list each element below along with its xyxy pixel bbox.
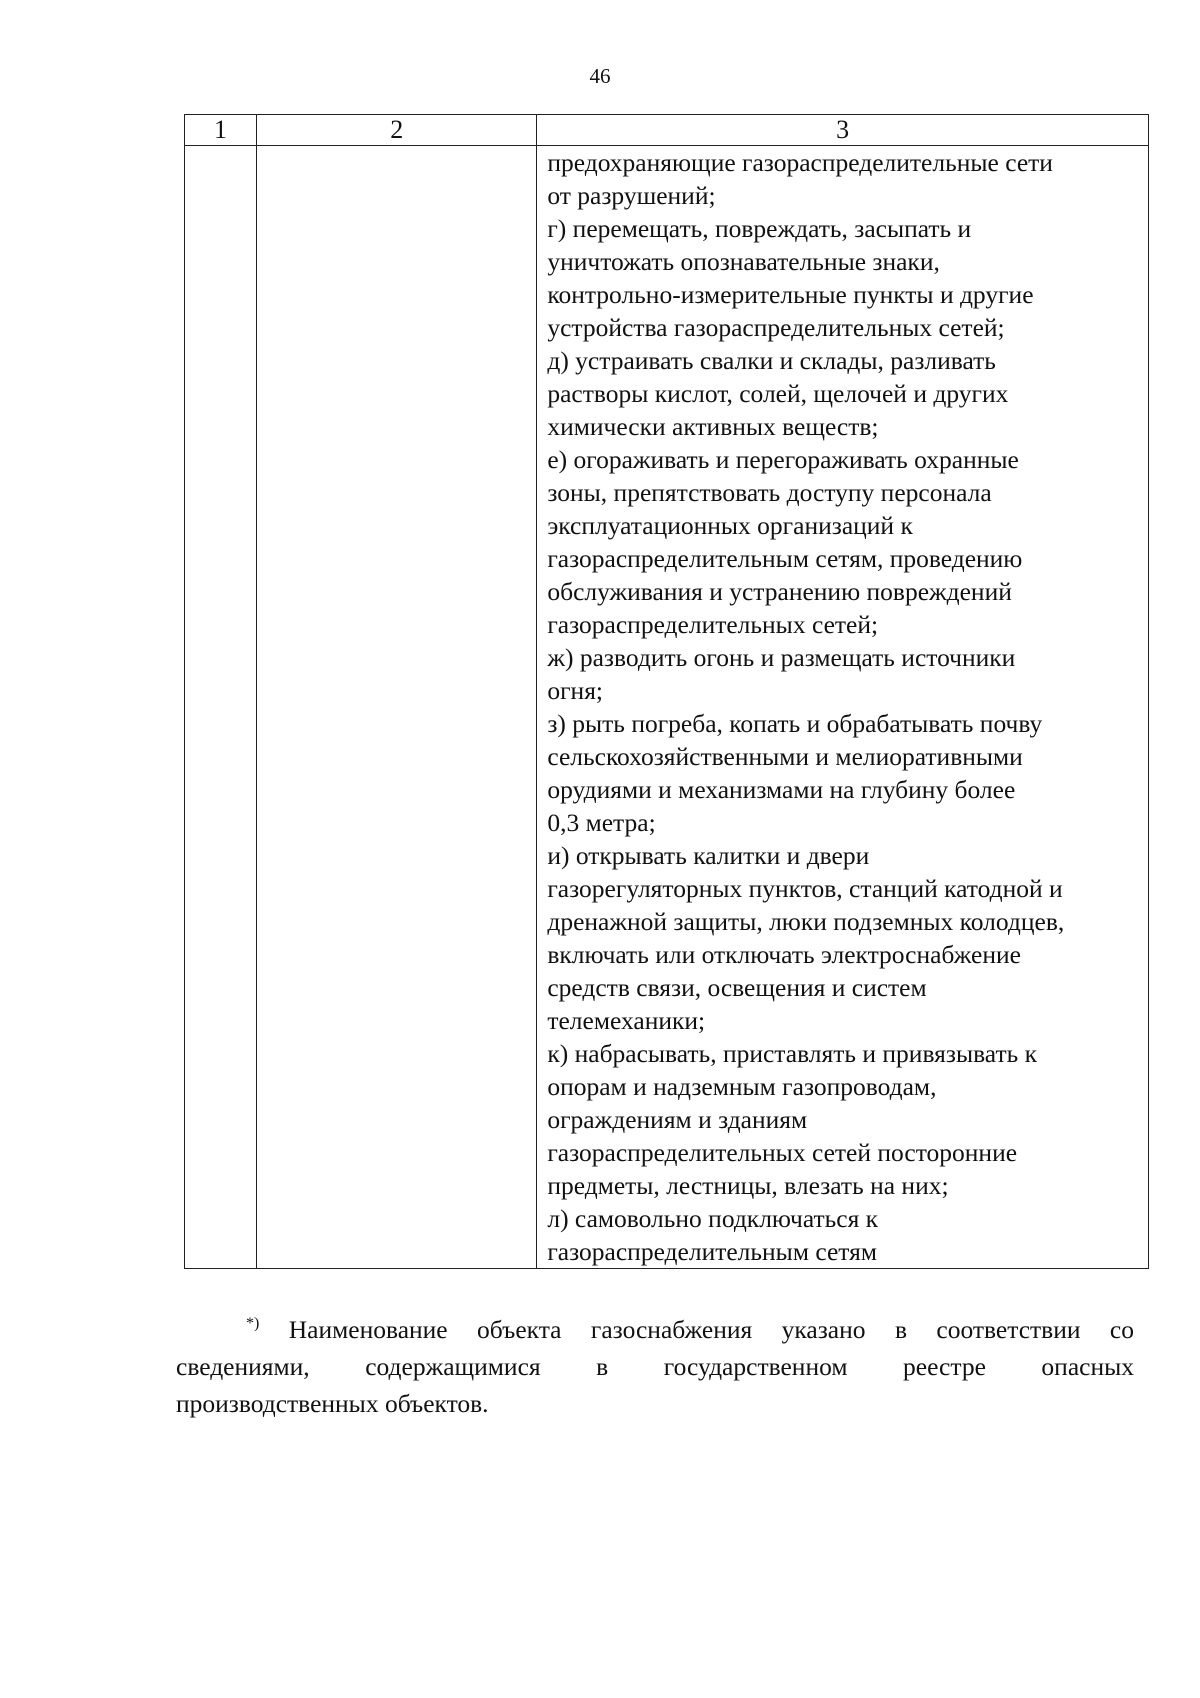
table-header-row <box>185 115 1149 146</box>
text-line: 0,3 метра; <box>547 808 656 837</box>
table-header-col-2: 2 <box>257 115 537 146</box>
text-line: включать или отключать электроснабжение <box>547 940 1021 969</box>
text-line: уничтожать опознавательные знаки, <box>547 247 940 276</box>
restrictions-text <box>537 146 1148 1268</box>
footnote-line <box>176 1305 1134 1348</box>
document-table <box>184 114 1149 1269</box>
text-line: обслуживания и устранению повреждений <box>547 577 1012 606</box>
footnote <box>176 1305 1134 1422</box>
footnote-line: производственных объектов. <box>176 1389 489 1418</box>
text-line: г) перемещать, повреждать, засыпать и <box>547 214 972 243</box>
footnote-marker: *) <box>246 1315 260 1332</box>
table-header-col-3: 3 <box>537 115 1149 146</box>
text-line: д) устраивать свалки и склады, разливать <box>547 346 996 375</box>
table-cell-col-1 <box>185 146 257 1269</box>
table-cell-col-2 <box>257 146 537 1269</box>
text-line: дренажной защиты, люки подземных колодцев, <box>547 907 1065 936</box>
footnote-line-text: Наименование объекта газоснабжения указано в соответствии со <box>288 1315 1135 1344</box>
table-header-col-1: 1 <box>185 115 257 146</box>
text-line: л) самовольно подключаться к <box>547 1204 879 1233</box>
text-line: и) открывать калитки и двери <box>547 841 870 870</box>
text-line: е) огораживать и перегораживать охранные <box>547 445 1019 474</box>
text-line: эксплуатационных организаций к <box>547 511 913 540</box>
text-line: опорам и надземным газопроводам, <box>547 1072 937 1101</box>
text-line: газораспределительным сетям, проведению <box>547 544 1023 573</box>
text-line: телемеханики; <box>547 1006 706 1035</box>
table-cell-col-3 <box>537 146 1149 1269</box>
text-line: растворы кислот, солей, щелочей и других <box>547 379 1009 408</box>
text-line: газораспределительных сетей посторонние <box>547 1138 1018 1167</box>
text-line: химически активных веществ; <box>547 412 879 441</box>
text-line: предохраняющие газораспределительные сети <box>547 148 1053 177</box>
text-line: к) набрасывать, приставлять и привязывать к <box>547 1039 1037 1068</box>
text-line: орудиями и механизмами на глубину более <box>547 775 1016 804</box>
text-line: от разрушений; <box>547 181 716 210</box>
text-line: предметы, лестницы, влезать на них; <box>547 1171 949 1200</box>
footnote-line: сведениями, содержащимися в государственном реестре опасных <box>176 1352 1134 1381</box>
text-line: з) рыть погреба, копать и обрабатывать почву <box>547 709 1043 738</box>
text-line: огня; <box>547 676 604 705</box>
text-line: сельскохозяйственными и мелиоративными <box>547 742 1023 771</box>
page-number: 46 <box>589 64 611 88</box>
text-line: устройства газораспределительных сетей; <box>547 313 1005 342</box>
text-line: газорегуляторных пунктов, станций катодной и <box>547 874 1063 903</box>
text-line: ограждениям и зданиям <box>547 1105 808 1134</box>
text-line: газораспределительным сетям <box>547 1237 877 1266</box>
text-line: газораспределительных сетей; <box>547 610 879 639</box>
table-row <box>185 146 1149 1269</box>
text-line: средств связи, освещения и систем <box>547 973 927 1002</box>
text-line: зоны, препятствовать доступу персонала <box>547 478 992 507</box>
text-line: ж) разводить огонь и размещать источники <box>547 643 1016 672</box>
text-line: контрольно-измерительные пункты и другие <box>547 280 1034 309</box>
